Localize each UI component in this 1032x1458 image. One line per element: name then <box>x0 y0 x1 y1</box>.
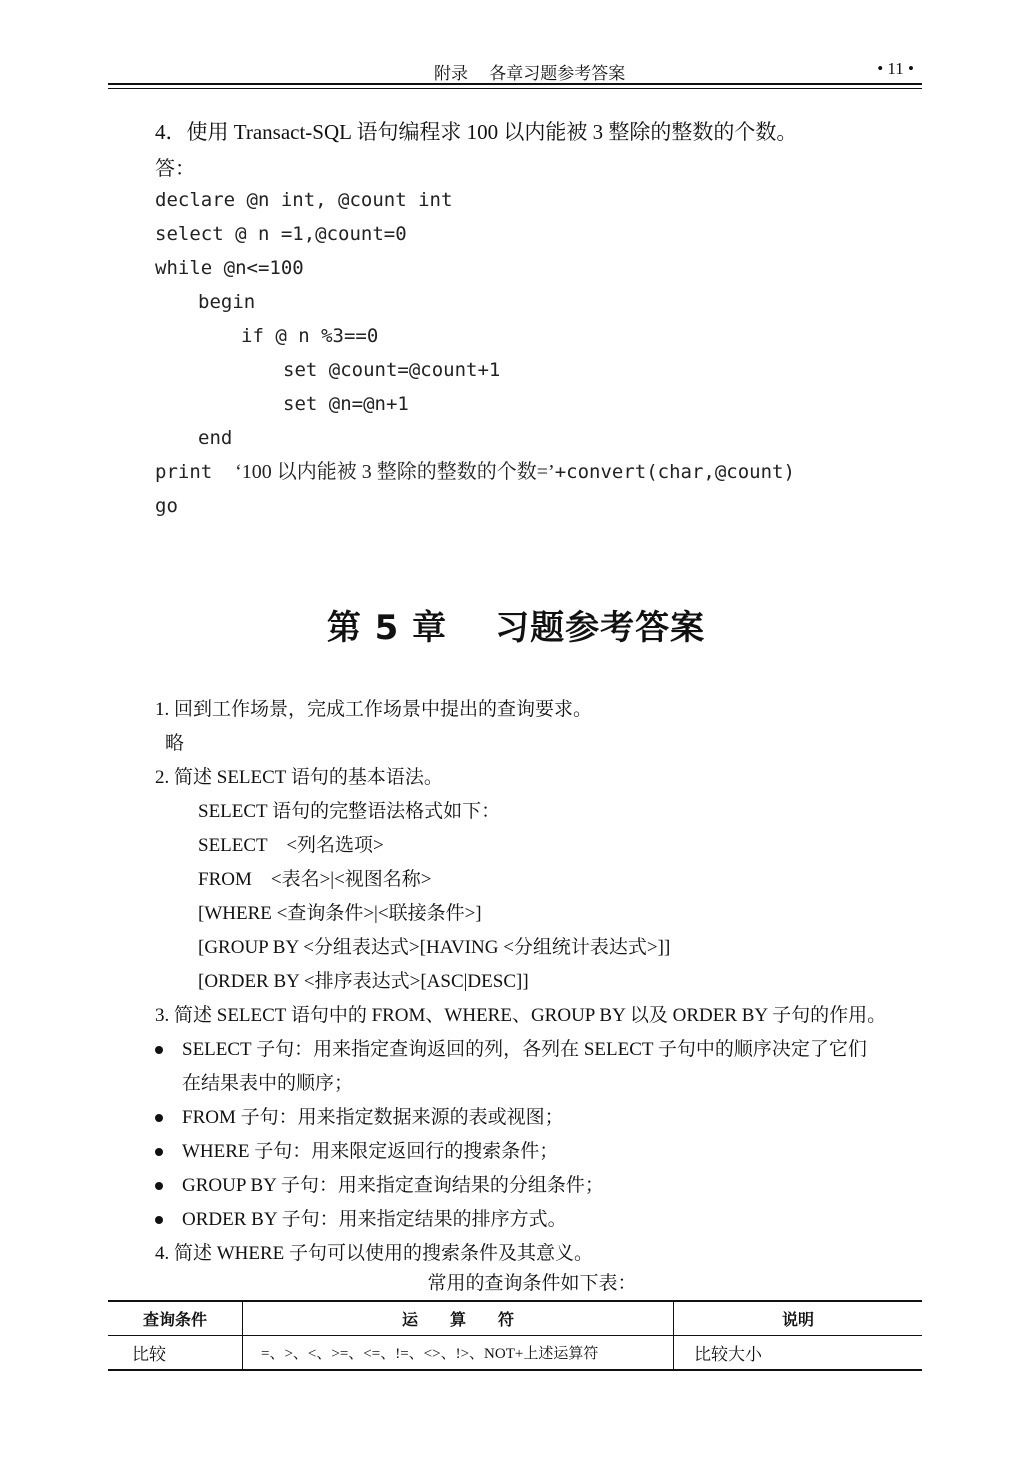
question-2: 2. 简述 SELECT 语句的基本语法。 <box>155 767 443 788</box>
syntax-line: [WHERE <查询条件>|<联接条件>] <box>198 903 482 924</box>
code-line: set @n=@n+1 <box>283 393 409 415</box>
bullet-text: SELECT 子句：用来指定查询返回的列，各列在 SELECT 子句中的顺序决定了它们 <box>182 1039 867 1060</box>
question-4-where: 4. 简述 WHERE 子句可以使用的搜索条件及其意义。 <box>155 1243 594 1264</box>
chapter-title <box>0 600 1032 649</box>
bullet-text: GROUP BY 子句：用来指定查询结果的分组条件； <box>182 1175 604 1196</box>
syntax-line: SELECT 语句的完整语法格式如下： <box>198 801 501 822</box>
code-line: end <box>198 427 233 449</box>
query-conditions-table <box>108 1300 922 1371</box>
bullet-item <box>155 1135 935 1169</box>
code-line: while @n<=100 <box>155 257 304 279</box>
syntax-line: [GROUP BY <分组表达式>[HAVING <分组统计表达式>]] <box>198 937 671 958</box>
print-tail: +convert(char,@count) <box>554 461 795 483</box>
table-row <box>108 1336 922 1371</box>
question-1-answer: 略 <box>165 733 185 754</box>
print-keyword: print <box>155 461 213 483</box>
header-rule-thick <box>108 83 922 85</box>
code-line: set @count=@count+1 <box>283 359 501 381</box>
table-header-cell: 说明 <box>781 1310 814 1329</box>
bullet-icon <box>155 1148 163 1156</box>
syntax-line: [ORDER BY <排序表达式>[ASC|DESC]] <box>198 971 529 992</box>
bullet-continuation: 在结果表中的顺序； <box>182 1073 354 1094</box>
chapter-name: 习题参考答案 <box>495 608 706 648</box>
header-rule-thin <box>108 88 922 89</box>
bullet-text: ORDER BY 子句：用来指定结果的排序方式。 <box>182 1209 567 1230</box>
code-line: select @ n =1,@count=0 <box>155 223 407 245</box>
page-header <box>108 56 922 84</box>
chapter-number: 第 5 章 <box>326 608 448 648</box>
code-line: go <box>155 495 178 517</box>
running-header-title: 附录 各章习题参考答案 <box>434 64 626 83</box>
bullet-item <box>155 1203 935 1237</box>
syntax-line: SELECT <列名选项> <box>198 835 384 856</box>
print-string: ‘100 以内能被 3 整除的整数的个数=’ <box>235 461 555 483</box>
bullet-text: WHERE 子句：用来限定返回行的搜索条件； <box>182 1141 559 1162</box>
table-header-cell: 查询条件 <box>108 1301 243 1336</box>
bullet-item <box>155 1033 935 1067</box>
answer-label: 答： <box>155 158 195 180</box>
table-cell: 比较 <box>108 1336 243 1371</box>
table-cell: =、>、<、>=、<=、!=、<>、!>、NOT+上述运算符 <box>243 1336 674 1371</box>
table-header-cell: 运 算 符 <box>243 1301 674 1336</box>
question-1: 1. 回到工作场景，完成工作场景中提出的查询要求。 <box>155 699 593 720</box>
bullet-icon <box>155 1114 163 1122</box>
page-number: • 11 • <box>877 59 914 78</box>
code-line-print <box>155 455 795 489</box>
bullet-icon <box>155 1046 163 1054</box>
code-line: declare @n int, @count int <box>155 189 453 211</box>
bullet-icon <box>155 1182 163 1190</box>
question-4 <box>155 116 798 180</box>
code-line: if @ n %3==0 <box>241 325 379 347</box>
table-caption: 常用的查询条件如下表： <box>427 1273 637 1294</box>
bullet-icon <box>155 1216 163 1224</box>
bullet-item <box>155 1101 935 1135</box>
syntax-line: FROM <表名>|<视图名称> <box>198 869 432 890</box>
table-header-row <box>108 1301 922 1336</box>
table-cell: 比较大小 <box>694 1345 762 1364</box>
question-3: 3. 简述 SELECT 语句中的 FROM、WHERE、GROUP BY 以及 ORDER BY 子句的作用。 <box>155 1005 887 1026</box>
bullet-text: FROM 子句：用来指定数据来源的表或视图； <box>182 1107 564 1128</box>
question-4-text: 4．使用 Transact-SQL 语句编程求 100 以内能被 3 整除的整数的个数。 <box>155 120 798 144</box>
bullet-item <box>155 1169 935 1203</box>
code-line: begin <box>198 291 256 313</box>
